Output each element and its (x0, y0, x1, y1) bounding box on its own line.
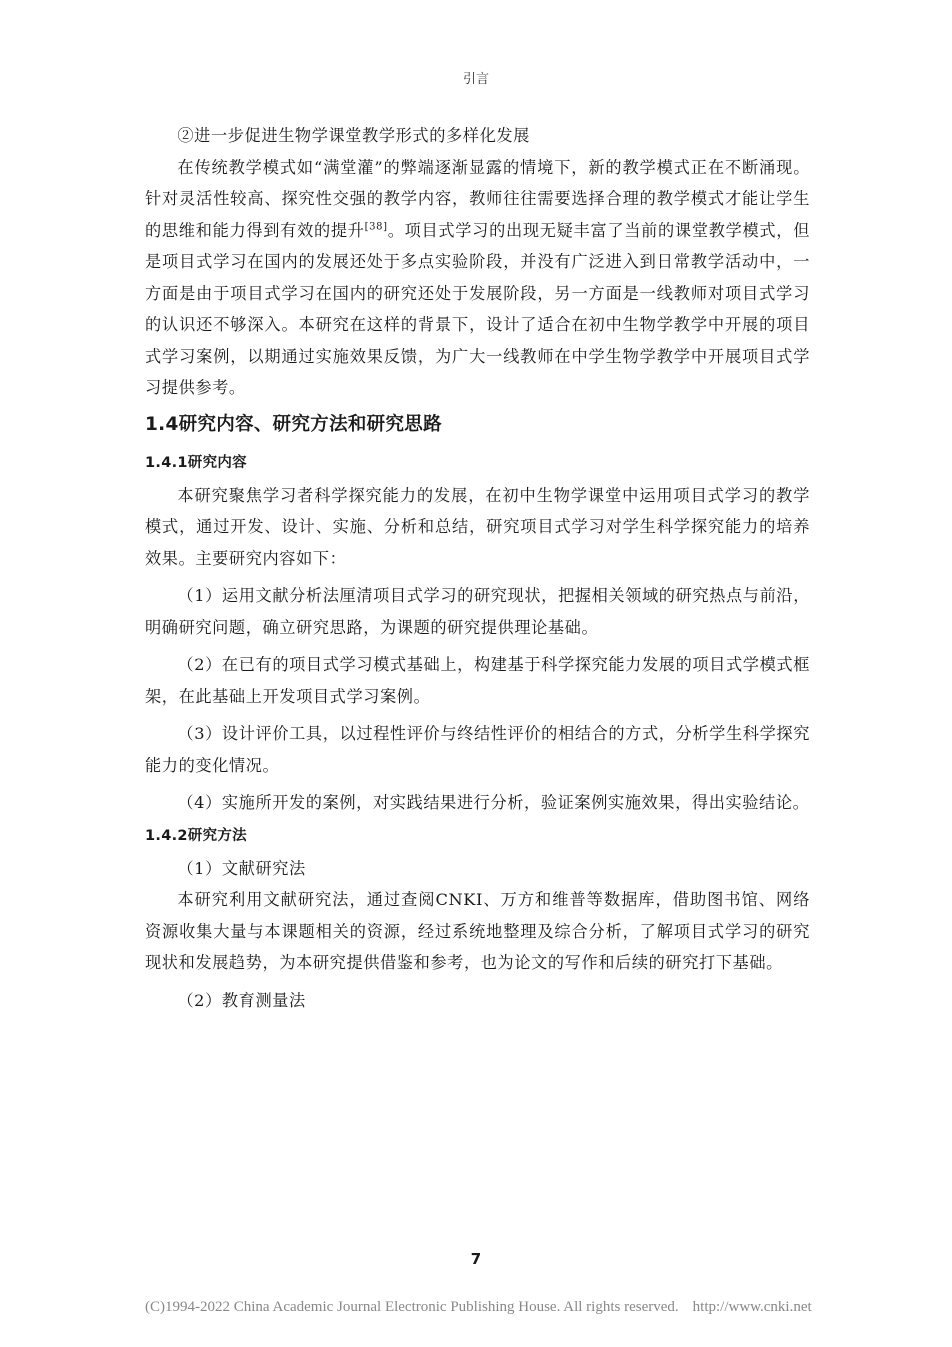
paragraph-2: 本研究聚焦学习者科学探究能力的发展，在初中生物学课堂中运用项目式学习的教学模式，通过开发、设计、实施、分析和总结，研究项目式学习对学生科学探究能力的培养效果。主要研究内容如下： (145, 485, 810, 568)
paragraph-1 (145, 152, 810, 404)
footer-link[interactable]: http://www.cnki.net (692, 1299, 812, 1315)
list-item-4: （4）实施所开发的案例，对实践结果进行分析，验证案例实施效果，得出实验结论。 (177, 793, 810, 812)
paragraph-1-part-a: 在传统教学模式如“满堂灌”的弊端逐渐显露的情境下，新的教学模式正在不断涌现。针对灵活性较高、探究性交强的教学内容，教师往往需要选择合理的教学模式才能让学生的思维和能力得到有效的提升 (145, 157, 810, 240)
list-item-2: （2）在已有的项目式学习模式基础上，构建基于科学探究能力发展的项目式学模式框架，在此基础上开发项目式学习案例。 (145, 655, 810, 706)
list-item-1: （1）运用文献分析法厘清项目式学习的研究现状，把握相关领域的研究热点与前沿，明确研究问题，确立研究思路，为课题的研究提供理论基础。 (145, 586, 810, 637)
section-heading-1-4-2: 1.4.2研究方法 (145, 827, 247, 844)
method-1-title: （1）文献研究法 (177, 858, 306, 878)
list-item-3: （3）设计评价工具，以过程性评价与终结性评价的相结合的方式，分析学生科学探究能力的变化情况。 (145, 724, 810, 775)
running-header: 引言 (462, 72, 489, 87)
copyright-text: (C)1994-2022 China Academic Journal Electronic Publishing House. All rights reserved. (145, 1299, 679, 1315)
citation-ref: [38] (364, 221, 388, 233)
paragraph-3: 本研究利用文献研究法，通过查阅CNKI、万方和维普等数据库，借助图书馆、网络资源收集大量与本课题相关的资源，经过系统地整理及综合分析，了解项目式学习的研究现状和发展趋势，为本研究提供借鉴和参考，也为论文的写作和后续的研究打下基础。 (145, 890, 810, 972)
method-2-title: （2）教育测量法 (177, 990, 306, 1010)
subheading-paragraph: ②进一步促进生物学课堂教学形式的多样化发展 (177, 126, 530, 145)
section-heading-1-4: 1.4研究内容、研究方法和研究思路 (145, 413, 442, 435)
section-heading-1-4-1: 1.4.1研究内容 (145, 454, 247, 471)
paragraph-1-part-b: 。项目式学习的出现无疑丰富了当前的课堂教学模式，但是项目式学习在国内的发展还处于多点实验阶段，并没有广泛进入到日常教学活动中，一方面是由于项目式学习在国内的研究还处于发展阶段，另一方面是一线教师对项目式学习的认识还不够深入。本研究在这样的背景下，设计了适合在初中生物学教学中开展的项目式学习案例，以期通过实施效果反馈，为广大一线教师在中学生物学教学中开展项目式学习提供参考。 (145, 220, 810, 397)
copyright-footer (145, 1299, 845, 1316)
body-text (145, 120, 810, 1016)
page-number: 7 (470, 1250, 482, 1268)
